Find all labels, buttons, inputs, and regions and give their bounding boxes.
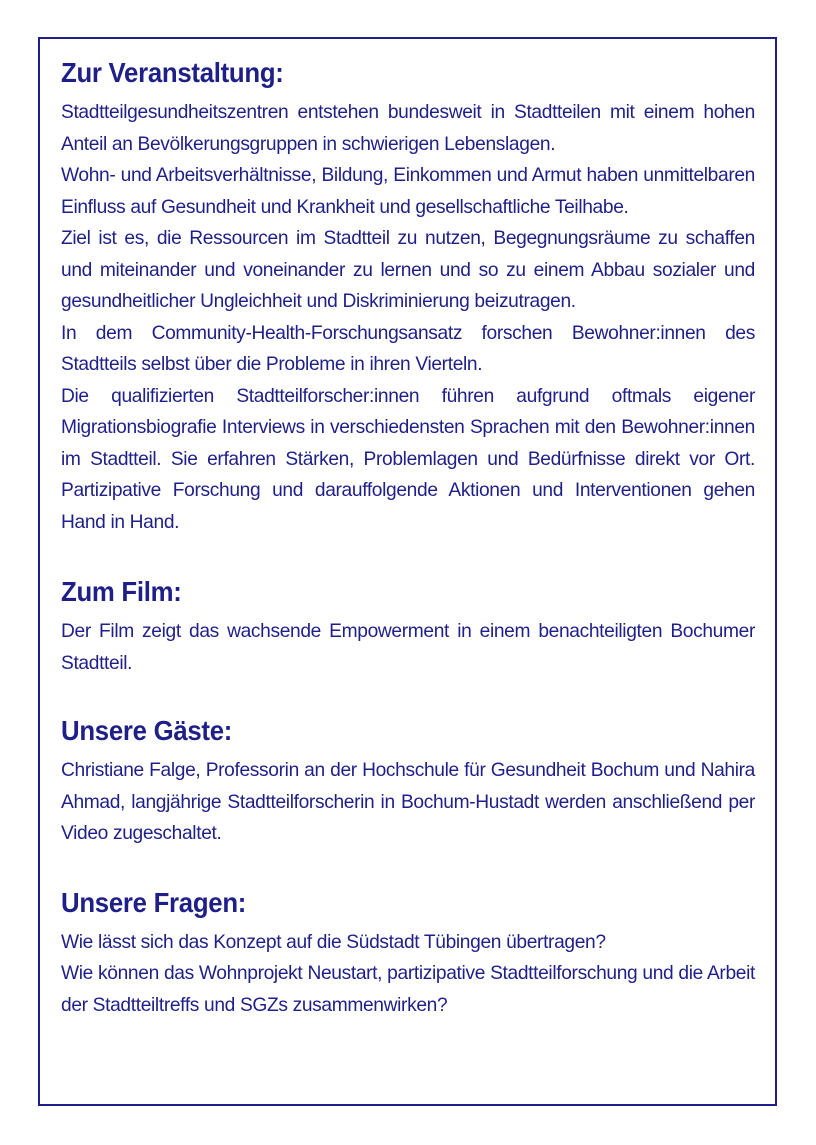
paragraph: Wohn- und Arbeitsverhältnisse, Bildung, Einkommen und Armut haben unmittelbaren Einfluss auf Gesundheit und Krankheit und gesellschaftliche Teilhabe. [61, 165, 755, 218]
paragraph: In dem Community-Health-Forschungsansatz forschen Bewohner:innen des Stadtteils selbst über die Probleme in ihren Vierteln. [61, 322, 755, 375]
spacer [61, 679, 755, 711]
section-guests [61, 711, 755, 850]
section-heading-event: Zur Veranstaltung: [61, 57, 284, 88]
paragraph: Wie lässt sich das Konzept auf die Südstadt Tübingen übertragen? [61, 931, 606, 953]
section-heading-film: Zum Film: [61, 576, 182, 607]
paragraph: Stadtteilgesundheitszentren entstehen bundesweit in Stadtteilen mit einem hohen Anteil an Bevölkerungsgruppen in schwierigen Lebenslagen. [61, 102, 755, 155]
paragraph: Der Film zeigt das wachsende Empowerment in einem benachteiligten Bochumer Stadtteil. [61, 621, 755, 674]
paragraph: Die qualifizierten Stadtteilforscher:innen führen aufgrund oftmals eigener Migrationsbiografie Interviews in verschiedensten Sprachen mit den Bewohner:innen im Stadtteil. Sie erfahren Stärken, Problemlagen und Bedürfnisse direkt vor Ort. Partizipative Forschung und darauffolgende Aktionen und Interventionen gehen Hand in Hand. [61, 385, 755, 533]
paragraph: Christiane Falge, Professorin an der Hochschule für Gesundheit Bochum und Nahira Ahmad, langjährige Stadtteilforscherin in Bochum-Hustadt werden anschließend per Video zugeschaltet. [61, 760, 755, 844]
section-heading-guests: Unsere Gäste: [61, 715, 233, 746]
section-film [61, 572, 755, 679]
section-event [61, 53, 755, 538]
document-frame [38, 37, 777, 1106]
paragraph: Ziel ist es, die Ressourcen im Stadtteil zu nutzen, Begegnungsräume zu schaffen und miteinander und voneinander zu lernen und so zu einem Abbau sozialer und gesundheitlicher Ungleichheit und Diskriminierung beizutragen. [61, 228, 755, 312]
spacer [61, 850, 755, 883]
spacer [61, 538, 755, 572]
section-questions [61, 883, 755, 1022]
section-heading-questions: Unsere Fragen: [61, 886, 247, 918]
paragraph: Wie können das Wohnprojekt Neustart, partizipative Stadtteilforschung und die Arbeit der Stadtteiltreffs und SGZs zusammenwirken? [61, 963, 755, 1016]
